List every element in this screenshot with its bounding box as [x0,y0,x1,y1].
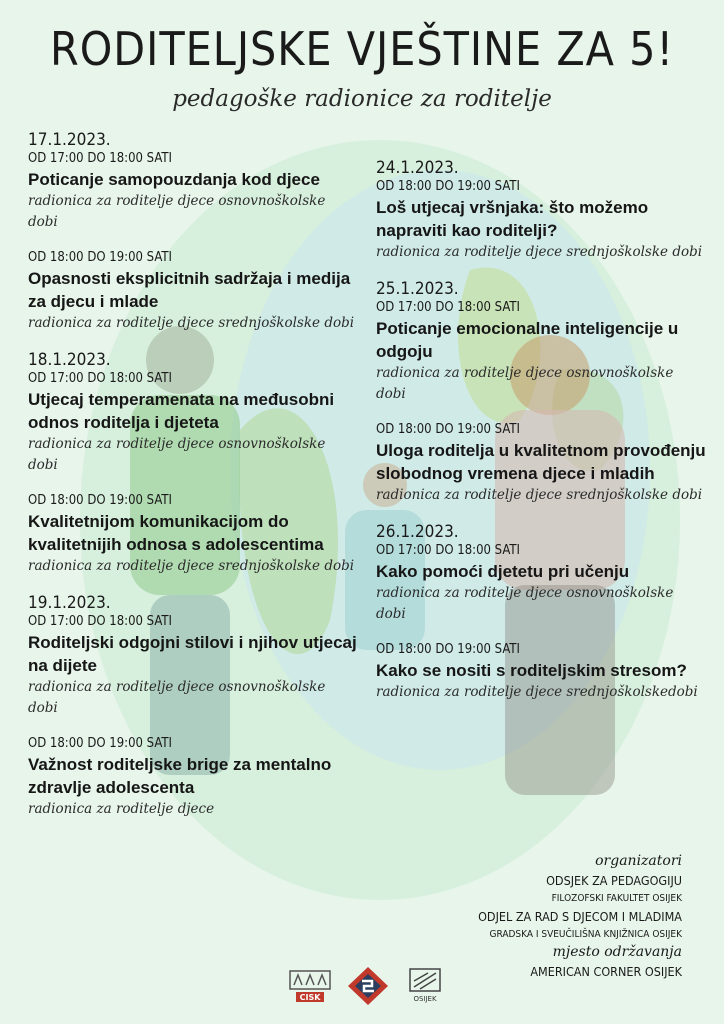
workshop-title: Kako pomoći djetetu pri učenju [376,562,630,581]
workshop-title: Poticanje samopouzdanja kod djece [28,170,320,189]
workshop-title: Važnost roditeljske brige za mentalno zdravlje adolescenta [28,755,332,797]
workshop-description: radionica za roditelje djece srednjoškolske dobi [376,487,703,503]
workshop-title: Kvalitetnijom komunikacijom do kvalitetnijih odnosa s adolescentima [28,512,324,554]
workshop-description: radionica za roditelje djece osnovnoškolske dobi [28,679,326,716]
faculty-logo [346,965,390,1007]
workshop-item [376,522,706,625]
organizer-institution: GRADSKA I SVEUČILIŠNA KNJIŽNICA OSIJEK [489,929,682,940]
workshop-description: radionica za roditelje djece osnovnoškolske dobi [28,193,326,230]
workshop-time: OD 17:00 DO 18:00 SATI [28,614,172,629]
workshop-title: Utjecaj temperamenata na međusobni odnos roditelja i djeteta [28,390,335,432]
workshop-time: OD 18:00 DO 19:00 SATI [28,493,172,508]
workshop-description: radionica za roditelje djece srednjoškolske dobi [376,244,703,260]
workshop-date: 18.1.2023. [28,350,111,370]
organizer-name: ODSJEK ZA PEDAGOGIJU [546,873,682,888]
workshop-item [376,158,706,263]
schedule-right-column [376,158,706,719]
svg-text:OSIJEK: OSIJEK [413,995,437,1003]
workshop-item [376,641,706,703]
page-subtitle: pedagoške radionice za roditelje [172,86,552,112]
workshop-item [28,593,358,719]
workshop-item [376,421,706,506]
schedule-left-column [28,130,358,836]
workshop-item [28,735,358,820]
venue-label: mjesto održavanja [552,944,682,960]
workshop-title: Uloga roditelja u kvalitetnom provođenju slobodnog vremena djece i mladih [376,441,706,483]
workshop-time: OD 17:00 DO 18:00 SATI [28,151,172,166]
page-title: RODITELJSKE VJEŠTINE ZA 5! [49,22,675,76]
logos-row [288,965,448,1007]
workshop-time: OD 17:00 DO 18:00 SATI [28,371,172,386]
workshop-time: OD 18:00 DO 19:00 SATI [376,179,520,194]
workshop-description: radionica za roditelje djece osnovnoškolske dobi [28,436,326,473]
workshop-description: radionica za roditelje djece srednjoškolske dobi [28,315,355,331]
workshop-item [28,492,358,577]
workshop-time: OD 17:00 DO 18:00 SATI [376,543,520,558]
organizer-name: ODJEL ZA RAD S DJECOM I MLADIMA [478,909,682,924]
workshop-date: 24.1.2023. [376,158,459,178]
workshop-description: radionica za roditelje djece osnovnoškolske dobi [376,365,674,402]
workshop-item [28,249,358,334]
workshop-date: 25.1.2023. [376,279,459,299]
workshop-description: radionica za roditelje djece srednjoškolske dobi [28,558,355,574]
workshop-date: 19.1.2023. [28,593,111,613]
venue-name: AMERICAN CORNER OSIJEK [530,964,682,979]
workshop-time: OD 18:00 DO 19:00 SATI [28,736,172,751]
workshop-title: Kako se nositi s roditeljskim stresom? [376,661,687,680]
workshop-description: radionica za roditelje djece srednjoškolskedobi [376,684,698,700]
workshop-item [28,130,358,233]
workshop-title: Roditeljski odgojni stilovi i njihov utjecaj na dijete [28,633,357,675]
workshop-title: Opasnosti eksplicitnih sadržaja i medija za djecu i mlade [28,269,351,311]
workshop-time: OD 18:00 DO 19:00 SATI [28,250,172,265]
workshop-title: Poticanje emocionalne inteligencije u odgoju [376,319,679,361]
workshop-time: OD 17:00 DO 18:00 SATI [376,300,520,315]
workshop-description: radionica za roditelje djece [28,801,215,817]
workshop-item [28,350,358,476]
workshop-date: 26.1.2023. [376,522,459,542]
library-logo [406,965,446,1005]
workshop-time: OD 18:00 DO 19:00 SATI [376,642,520,657]
workshop-item [376,279,706,405]
workshop-description: radionica za roditelje djece osnovnoškolske dobi [376,585,674,622]
workshop-date: 17.1.2023. [28,130,111,150]
cisk-logo [288,965,332,1005]
organizer-institution: FILOZOFSKI FAKULTET OSIJEK [551,893,682,904]
organizers-label: organizatori [595,853,682,869]
organizers-block [382,852,682,981]
workshop-title: Loš utjecaj vršnjaka: što možemo napraviti kao roditelji? [376,198,649,240]
svg-text:CISK: CISK [299,993,321,1002]
workshop-time: OD 18:00 DO 19:00 SATI [376,422,520,437]
